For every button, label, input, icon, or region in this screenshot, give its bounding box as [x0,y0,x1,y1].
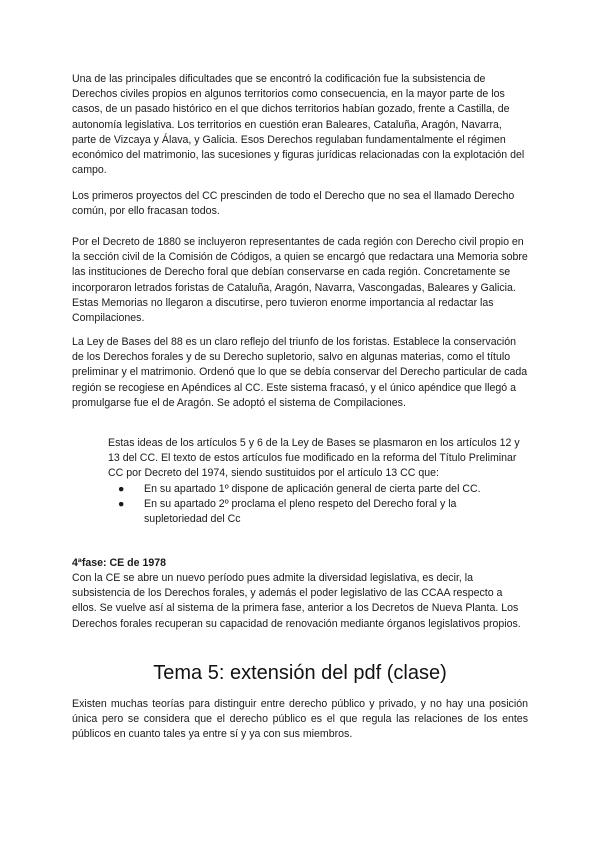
list-item [108,497,518,527]
list-item-text: En su apartado 1º dispone de aplicación general de cierta parte del CC. [144,483,481,495]
indented-paragraph-articulos: Estas ideas de los artículos 5 y 6 de la Ley de Bases se plasmaron en los artículos 12 y 13 del CC. El texto de estos artículos fue modificado en la reforma del Título Preliminar CC por Decreto del 1974, siendo sustituidos por el artículo 13 CC que: [108,437,520,480]
bullet-list [108,482,518,528]
bullet-icon: ● [118,483,125,495]
bullet-icon: ● [118,498,125,511]
paragraph-dificultades-codificacion: Una de las principales dificultades que se encontró la codificación fue la subsistencia de Derechos civiles propios en algunos territorios como consecuencia, en la mayor parte de los casos, de un pasado histórico en el que dichos territorios habían gozado, frente a Castilla, de autonomía legislativa. Los territorios en cuestión eran Baleares, Cataluña, Aragón, Navarra, parte de Vizcaya y Álava, y Galicia. Esos Derechos regulaban fundamentalmente el régimen económico del matrimonio, las sucesiones y figuras jurídicas relacionadas con la explotación del campo. [72,73,525,177]
paragraph-ley-de-bases: La Ley de Bases del 88 es un claro reflejo del triunfo de los foristas. Establece la conservación de los Derechos forales y de su Derecho supletorio, salvo en algunas materias, como el título preliminar y el matrimonio. Ordenó que lo que se debía conservar del Derecho particular de cada región se recogiese en Apéndices al CC. Este sistema fracasó, y el único apéndice que llegó a promulgarse fue el de Aragón. Se adoptó el sistema de Compilaciones. [72,336,528,409]
paragraph-decreto-1880: Por el Decreto de 1880 se incluyeron representantes de cada región con Derecho civil propio en la sección civil de la Comisión de Códigos, a quien se encargó que redactara una Memoria sobre las instituciones de Derecho foral que debían conservarse en cada región. Concretamente se incorporaron letrados foristas de Cataluña, Aragón, Navarra, Vascongadas, Baleares y Galicia. Estas Memorias no llegaron a discutirse, pero tuvieron enorme importancia al redactar las Compilaciones. [72,236,528,325]
section-heading-tema-5: Tema 5: extensión del pdf (clase) [153,662,447,684]
paragraph-primeros-proyectos: Los primeros proyectos del CC prescinden de todo el Derecho que no sea el llamado Derecho común, por ello fracasan todos. [72,190,515,218]
list-item-text: En su apartado 2º proclama el pleno respeto del Derecho foral y la supletoriedad del Cc [144,498,457,526]
paragraph-ce-1978: Con la CE se abre un nuevo período pues admite la diversidad legislativa, es decir, la subsistencia de los Derechos forales, y además el poder legislativo de las CCAA respecto a ellos. Se vuelve así al sistema de la primera fase, anterior a los Decretos de Nueva Planta. Los Derechos forales recuperan su capacidad de renovación mediante órganos legislativos propios. [72,572,521,630]
list-item [108,482,518,497]
paragraph-derecho-publico-privado: Existen muchas teorías para distinguir entre derecho público y privado, y no hay una posición única pero se considera que el derecho público es el que regula las relaciones de los entes públicos en cuanto tales ya entre sí y ya con sus miembros. [72,698,528,741]
section-subtitle-fase-4: 4ªfase: CE de 1978 [72,557,167,569]
